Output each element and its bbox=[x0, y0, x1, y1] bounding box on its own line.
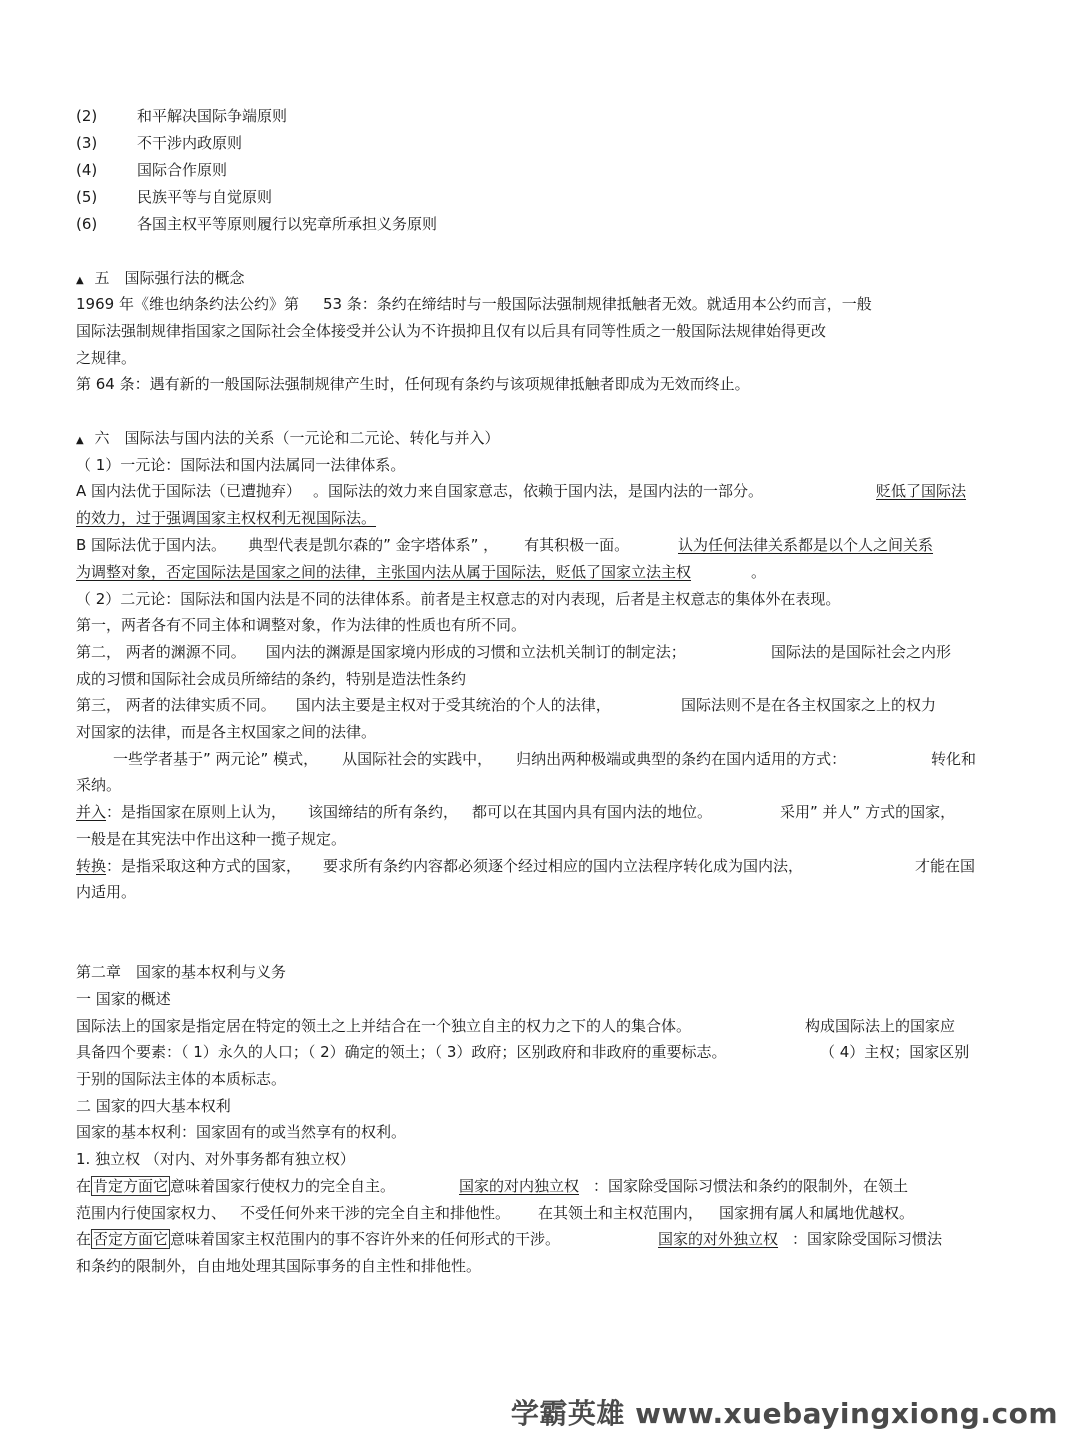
list-number: (5) bbox=[76, 188, 98, 206]
paragraph-line bbox=[76, 1229, 560, 1249]
text-span: 国内法主要是主权对于受其统治的个人的法律， bbox=[295, 696, 611, 714]
text-span: 都可以在其国内具有国内法的地位。 bbox=[472, 803, 713, 821]
list-item-text: 不干涉内政原则 bbox=[137, 134, 243, 152]
paragraph-line: 国家的基本权利：国家固有的或当然享有的权利。 bbox=[76, 1123, 407, 1141]
paragraph-line: 采纳。 bbox=[76, 776, 122, 794]
paragraph-line bbox=[113, 749, 846, 769]
text-span: ：是指国家在原则上认为， bbox=[106, 803, 287, 821]
paragraph-line: 1. 独立权 （对内、对外事务都有独立权） bbox=[76, 1150, 355, 1168]
text-span: 一些学者基于” 两元论” 模式， bbox=[113, 750, 319, 768]
text-span: 。国际法的效力来自国家意志，依赖于国内法，是国内法的一部分。 bbox=[313, 482, 764, 500]
paragraph-line: 第一，两者各有不同主体和调整对象，作为法律的性质也有所不同。 bbox=[76, 616, 527, 634]
text-span: 在 bbox=[76, 1177, 92, 1195]
paragraph-line bbox=[76, 562, 766, 582]
section-heading bbox=[76, 268, 245, 288]
paragraph-line: 才能在国 bbox=[915, 857, 976, 875]
term-bingru: 并入 bbox=[76, 803, 107, 821]
boxed-term: 否定方面它 bbox=[93, 1230, 169, 1248]
text-span: 国内法的渊源是国家境内形成的习惯和立法机关制订的制定法； bbox=[265, 643, 686, 661]
paragraph-line: 转化和 bbox=[931, 750, 977, 768]
list-number: (4) bbox=[76, 161, 98, 179]
boxed-term: 肯定方面它 bbox=[93, 1177, 169, 1195]
paragraph-line: 对国家的法律，而是各主权国家之间的法律。 bbox=[76, 723, 377, 741]
chapter-title: 第二章 国家的基本权利与义务 bbox=[76, 963, 287, 981]
paragraph-line: 之规律。 bbox=[76, 349, 137, 367]
paragraph-line: 国际法的是国际社会之内形 bbox=[771, 643, 952, 661]
text-span: 第三， 两者的法律实质不同。 bbox=[76, 696, 276, 714]
text-span: 要求所有条约内容都必须逐个经过相应的国内立法程序转化成为国内法， bbox=[323, 857, 804, 875]
paragraph-line bbox=[76, 294, 872, 314]
text-span: 为调整对象，否定国际法是国家之间的法律，主张国内法从属于国际法，贬低了国家立法主权 bbox=[76, 563, 692, 581]
underlined-term: 国家的对内独立权 bbox=[459, 1177, 580, 1195]
text-span: 归纳出两种极端或典型的条约在国内适用的方式： bbox=[516, 750, 847, 768]
paragraph-line: 和条约的限制外，自由地处理其国际事务的自主性和排他性。 bbox=[76, 1257, 482, 1275]
paragraph-line: 成的习惯和国际社会成员所缔结的条约，特别是造法性条约 bbox=[76, 670, 467, 688]
paragraph-line bbox=[76, 802, 712, 822]
section-title: 五 国际强行法的概念 bbox=[94, 269, 245, 287]
section-title: 六 国际法与国内法的关系（一元论和二元论、转化与并入） bbox=[94, 429, 500, 447]
text-span: A 国内法优于国际法（已遭抛弃） bbox=[76, 482, 302, 500]
paragraph-line: 国际法则不是在各主权国家之上的权力 bbox=[681, 696, 937, 714]
list-item-text: 各国主权平等原则履行以宪章所承担义务原则 bbox=[137, 215, 438, 233]
paragraph-line: 具备四个要素：（ 1）永久的人口；（ 2）确定的领土；（ 3）政府；区别政府和非政府的重要标志。 bbox=[76, 1043, 727, 1061]
text-span: 的效力，过于强调国家主权权利无视国际法。 bbox=[76, 509, 377, 527]
section-heading bbox=[76, 428, 500, 448]
text-span: 在其领土和主权范围内， bbox=[538, 1204, 704, 1222]
text-span: ：国家除受国际习惯法 bbox=[792, 1230, 943, 1248]
paragraph-line: 构成国际法上的国家应 bbox=[805, 1017, 956, 1035]
text-span: 认为任何法律关系都是以个人之间关系 bbox=[678, 536, 934, 554]
paragraph-line: 于别的国际法主体的本质标志。 bbox=[76, 1070, 287, 1088]
section-heading: 一 国家的概述 bbox=[76, 990, 171, 1008]
paragraph-line bbox=[459, 1176, 908, 1196]
paragraph-line bbox=[76, 695, 611, 715]
underlined-text bbox=[678, 535, 933, 555]
text-span: 第二， 两者的渊源不同。 bbox=[76, 643, 246, 661]
list-item-text: 民族平等与自觉原则 bbox=[137, 188, 273, 206]
paragraph-line bbox=[76, 856, 803, 876]
text-span: 从国际社会的实践中， bbox=[342, 750, 493, 768]
underlined-text bbox=[76, 508, 376, 528]
paragraph-line bbox=[76, 1176, 395, 1196]
list-number: (2) bbox=[76, 107, 98, 125]
text-span: 国家拥有属人和属地优越权。 bbox=[719, 1204, 915, 1222]
paragraph-line: （ 2）二元论：国际法和国内法是不同的法律体系。前者是主权意志的对内表现，后者是主权意志的集体外在表现。 bbox=[76, 590, 841, 608]
paragraph-line: 采用” 并人” 方式的国家， bbox=[780, 803, 956, 821]
text-span: 贬低了国际法 bbox=[876, 482, 967, 500]
underlined-text bbox=[876, 481, 976, 501]
text-span: 53 条：条约在缔结时与一般国际法强制规律抵触者无效。就适用本公约而言，一般 bbox=[322, 295, 872, 313]
text-span: 在 bbox=[76, 1230, 92, 1248]
paragraph-line: 国际法强制规律指国家之国际社会全体接受并公认为不许损抑且仅有以后具有同等性质之一般国际法规律始得更改 bbox=[76, 322, 827, 340]
text-span: ：国家除受国际习惯法和条约的限制外，在领土 bbox=[593, 1177, 909, 1195]
paragraph-line bbox=[76, 642, 686, 662]
triangle-marker-icon: ▲ bbox=[76, 275, 84, 286]
list-item bbox=[76, 160, 97, 180]
list-item bbox=[76, 187, 97, 207]
term-zhuanhuan: 转换 bbox=[76, 857, 107, 875]
text-span: 有其积极一面。 bbox=[524, 536, 630, 554]
paragraph-line: （ 4）主权；国家区别 bbox=[820, 1043, 970, 1061]
text-span: 不受任何外来干涉的完全自主和排他性。 bbox=[240, 1204, 511, 1222]
paragraph-line: 第 64 条：遇有新的一般国际法强制规律产生时，任何现有条约与该项规律抵触者即成为无效而终止。 bbox=[76, 375, 750, 393]
text-span: 1969 年《维也纳条约法公约》第 bbox=[76, 295, 299, 313]
paragraph-line bbox=[658, 1229, 942, 1249]
text-span: B 国际法优于国内法。 bbox=[76, 536, 227, 554]
paragraph-line bbox=[76, 481, 763, 501]
text-span: ：是指采取这种方式的国家， bbox=[106, 857, 302, 875]
paragraph-line: （ 1）一元论：国际法和国内法属同一法律体系。 bbox=[76, 456, 406, 474]
list-item bbox=[76, 106, 97, 126]
list-number: (3) bbox=[76, 134, 98, 152]
paragraph-line: 一般是在其宪法中作出这种一揽子规定。 bbox=[76, 830, 347, 848]
text-span: 范围内行使国家权力、 bbox=[76, 1204, 227, 1222]
text-span: 意味着国家行使权力的完全自主。 bbox=[170, 1177, 396, 1195]
text-span: 该国缔结的所有条约， bbox=[308, 803, 459, 821]
paragraph-line: 内适用。 bbox=[76, 883, 137, 901]
watermark: 学霸英雄 www.xuebayingxiong.com bbox=[510, 1397, 1058, 1430]
text-span: 意味着国家主权范围内的事不容许外来的任何形式的干涉。 bbox=[170, 1230, 561, 1248]
triangle-marker-icon: ▲ bbox=[76, 435, 84, 446]
paragraph-line bbox=[76, 1203, 914, 1223]
list-item bbox=[76, 214, 97, 234]
list-number: (6) bbox=[76, 215, 98, 233]
underlined-term: 国家的对外独立权 bbox=[658, 1230, 779, 1248]
text-span: 。 bbox=[751, 563, 767, 581]
text-span: 典型代表是凯尔森的” 金字塔体系” ， bbox=[248, 536, 499, 554]
list-item-text: 国际合作原则 bbox=[137, 161, 228, 179]
section-heading: 二 国家的四大基本权利 bbox=[76, 1097, 231, 1115]
list-item bbox=[76, 133, 97, 153]
list-item-text: 和平解决国际争端原则 bbox=[137, 107, 288, 125]
paragraph-line bbox=[76, 535, 629, 555]
paragraph-line: 国际法上的国家是指定居在特定的领土之上并结合在一个独立自主的权力之下的人的集合体。 bbox=[76, 1017, 692, 1035]
